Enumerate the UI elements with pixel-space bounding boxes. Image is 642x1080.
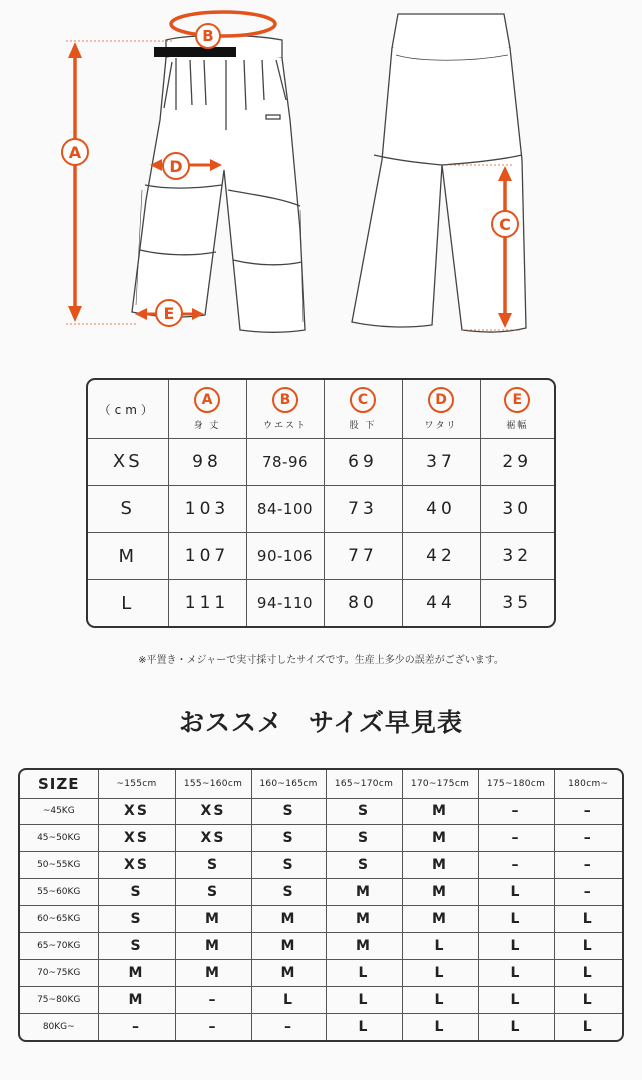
size-corner-label: SIZE bbox=[20, 770, 98, 798]
measurement-table bbox=[86, 378, 556, 628]
header-b-label: ウエスト bbox=[262, 420, 307, 431]
recommend-cell: S bbox=[251, 852, 326, 879]
header-a-label: 身 丈 bbox=[193, 420, 221, 431]
header-c bbox=[324, 380, 402, 438]
value-cell: 90-106 bbox=[246, 533, 324, 580]
weight-label: 75~80KG bbox=[20, 987, 98, 1014]
recommend-cell: S bbox=[326, 798, 402, 825]
value-cell: 77 bbox=[324, 533, 402, 580]
measurement-row-s bbox=[88, 485, 554, 532]
recommend-cell: XS bbox=[98, 825, 175, 852]
label-d bbox=[163, 153, 189, 179]
recommend-cell: XS bbox=[98, 798, 175, 825]
recommend-row bbox=[20, 852, 622, 879]
recommend-cell: M bbox=[98, 987, 175, 1014]
svg-text:D: D bbox=[169, 157, 183, 176]
value-cell: 69 bbox=[324, 438, 402, 485]
recommend-cell: – bbox=[554, 852, 622, 879]
recommend-cell: L bbox=[478, 933, 554, 960]
height-header: ~155cm bbox=[98, 770, 175, 798]
value-cell: 42 bbox=[402, 533, 480, 580]
recommend-row bbox=[20, 1014, 622, 1040]
belt-bar bbox=[154, 47, 236, 57]
recommend-cell: – bbox=[478, 825, 554, 852]
recommend-heading: おススメ サイズ早見表 bbox=[178, 708, 463, 737]
recommend-size-table bbox=[18, 768, 624, 1042]
height-header: 170~175cm bbox=[402, 770, 478, 798]
header-e bbox=[480, 380, 554, 438]
recommend-cell: M bbox=[402, 879, 478, 906]
letter-e: E bbox=[504, 387, 530, 413]
front-pants-drawing bbox=[132, 36, 305, 333]
weight-label: 55~60KG bbox=[20, 879, 98, 906]
recommend-cell: M bbox=[98, 960, 175, 987]
recommend-cell: M bbox=[251, 906, 326, 933]
value-cell: 98 bbox=[168, 438, 246, 485]
header-c-label: 股 下 bbox=[349, 420, 377, 431]
height-header: 155~160cm bbox=[175, 770, 251, 798]
recommend-cell: XS bbox=[175, 825, 251, 852]
label-a bbox=[62, 139, 88, 165]
recommend-cell: – bbox=[251, 1014, 326, 1040]
value-cell: 29 bbox=[480, 438, 554, 485]
recommend-cell: XS bbox=[98, 852, 175, 879]
recommend-row bbox=[20, 933, 622, 960]
recommend-cell: XS bbox=[175, 798, 251, 825]
value-cell: 44 bbox=[402, 580, 480, 626]
recommend-cell: – bbox=[554, 879, 622, 906]
recommend-row bbox=[20, 825, 622, 852]
height-header: 160~165cm bbox=[251, 770, 326, 798]
letter-b: B bbox=[272, 387, 298, 413]
recommend-cell: – bbox=[98, 1014, 175, 1040]
recommend-cell: L bbox=[326, 987, 402, 1014]
value-cell: 78-96 bbox=[246, 438, 324, 485]
weight-label: 65~70KG bbox=[20, 933, 98, 960]
recommend-cell: M bbox=[251, 960, 326, 987]
size-label: XS bbox=[88, 438, 168, 485]
unit-label bbox=[88, 380, 168, 438]
unit-text: （cm） bbox=[98, 403, 157, 418]
recommend-cell: L bbox=[554, 987, 622, 1014]
weight-label: ~45KG bbox=[20, 798, 98, 825]
recommend-cell: L bbox=[326, 1014, 402, 1040]
back-pants-drawing bbox=[352, 14, 526, 332]
recommend-cell: L bbox=[478, 960, 554, 987]
recommend-cell: M bbox=[326, 879, 402, 906]
letter-a: A bbox=[194, 387, 220, 413]
recommend-cell: M bbox=[175, 933, 251, 960]
header-b bbox=[246, 380, 324, 438]
recommend-cell: M bbox=[402, 825, 478, 852]
recommend-cell: S bbox=[175, 852, 251, 879]
recommend-cell: M bbox=[326, 906, 402, 933]
value-cell: 103 bbox=[168, 485, 246, 532]
measurement-header-row bbox=[88, 380, 554, 438]
height-header: 165~170cm bbox=[326, 770, 402, 798]
label-c bbox=[492, 211, 518, 237]
value-cell: 32 bbox=[480, 533, 554, 580]
recommend-cell: M bbox=[402, 798, 478, 825]
size-label: L bbox=[88, 580, 168, 626]
recommend-cell: M bbox=[175, 960, 251, 987]
recommend-cell: S bbox=[98, 879, 175, 906]
value-cell: 37 bbox=[402, 438, 480, 485]
recommend-cell: – bbox=[175, 987, 251, 1014]
recommend-cell: L bbox=[478, 987, 554, 1014]
header-a bbox=[168, 380, 246, 438]
recommend-cell: L bbox=[478, 1014, 554, 1040]
measurement-row-l bbox=[88, 580, 554, 626]
recommend-cell: L bbox=[478, 906, 554, 933]
header-d-label: ワタリ bbox=[424, 420, 458, 431]
recommend-cell: L bbox=[402, 1014, 478, 1040]
recommend-cell: S bbox=[326, 825, 402, 852]
pants-diagram bbox=[0, 0, 642, 345]
recommend-cell: S bbox=[251, 879, 326, 906]
letter-c: C bbox=[350, 387, 376, 413]
size-label: S bbox=[88, 485, 168, 532]
value-cell: 94-110 bbox=[246, 580, 324, 626]
recommend-cell: L bbox=[402, 960, 478, 987]
value-cell: 73 bbox=[324, 485, 402, 532]
recommend-cell: M bbox=[175, 906, 251, 933]
recommend-cell: – bbox=[478, 798, 554, 825]
recommend-cell: M bbox=[326, 933, 402, 960]
recommend-row bbox=[20, 987, 622, 1014]
recommend-cell: L bbox=[554, 906, 622, 933]
svg-text:C: C bbox=[499, 215, 511, 234]
svg-text:B: B bbox=[202, 27, 214, 45]
recommend-cell: – bbox=[478, 852, 554, 879]
recommend-cell: S bbox=[251, 825, 326, 852]
letter-d: D bbox=[428, 387, 454, 413]
value-cell: 80 bbox=[324, 580, 402, 626]
recommend-cell: – bbox=[554, 798, 622, 825]
recommend-cell: S bbox=[175, 879, 251, 906]
recommend-cell: L bbox=[251, 987, 326, 1014]
label-e bbox=[156, 300, 182, 326]
recommend-row bbox=[20, 906, 622, 933]
value-cell: 84-100 bbox=[246, 485, 324, 532]
weight-label: 70~75KG bbox=[20, 960, 98, 987]
weight-label: 60~65KG bbox=[20, 906, 98, 933]
height-header: 175~180cm bbox=[478, 770, 554, 798]
recommend-cell: L bbox=[554, 933, 622, 960]
recommend-cell: L bbox=[402, 933, 478, 960]
recommend-cell: L bbox=[554, 1014, 622, 1040]
recommend-cell: M bbox=[402, 906, 478, 933]
recommend-cell: S bbox=[98, 933, 175, 960]
recommend-cell: L bbox=[478, 879, 554, 906]
weight-label: 50~55KG bbox=[20, 852, 98, 879]
measurement-row-m bbox=[88, 533, 554, 580]
recommend-cell: – bbox=[554, 825, 622, 852]
value-cell: 107 bbox=[168, 533, 246, 580]
value-cell: 30 bbox=[480, 485, 554, 532]
recommend-row bbox=[20, 798, 622, 825]
recommend-cell: S bbox=[326, 852, 402, 879]
label-b bbox=[196, 24, 220, 48]
recommend-cell: L bbox=[402, 987, 478, 1014]
recommend-cell: – bbox=[175, 1014, 251, 1040]
height-header: 180cm~ bbox=[554, 770, 622, 798]
recommend-cell: S bbox=[251, 798, 326, 825]
value-cell: 40 bbox=[402, 485, 480, 532]
svg-text:A: A bbox=[68, 143, 82, 162]
weight-label: 45~50KG bbox=[20, 825, 98, 852]
recommend-cell: M bbox=[402, 852, 478, 879]
recommend-cell: S bbox=[98, 906, 175, 933]
recommend-cell: L bbox=[554, 960, 622, 987]
recommend-cell: L bbox=[326, 960, 402, 987]
header-e-label: 裾幅 bbox=[506, 420, 529, 431]
recommend-cell: M bbox=[251, 933, 326, 960]
weight-label: 80KG~ bbox=[20, 1014, 98, 1040]
value-cell: 111 bbox=[168, 580, 246, 626]
recommend-row bbox=[20, 960, 622, 987]
svg-text:E: E bbox=[163, 304, 175, 323]
recommend-header-row bbox=[20, 770, 622, 798]
measurement-note: ※平置き・メジャーで実寸採寸したサイズです。生産上多少の誤差がございます。 bbox=[138, 655, 504, 666]
recommend-row bbox=[20, 879, 622, 906]
size-label: M bbox=[88, 533, 168, 580]
header-d bbox=[402, 380, 480, 438]
value-cell: 35 bbox=[480, 580, 554, 626]
measurement-row-xs bbox=[88, 438, 554, 485]
